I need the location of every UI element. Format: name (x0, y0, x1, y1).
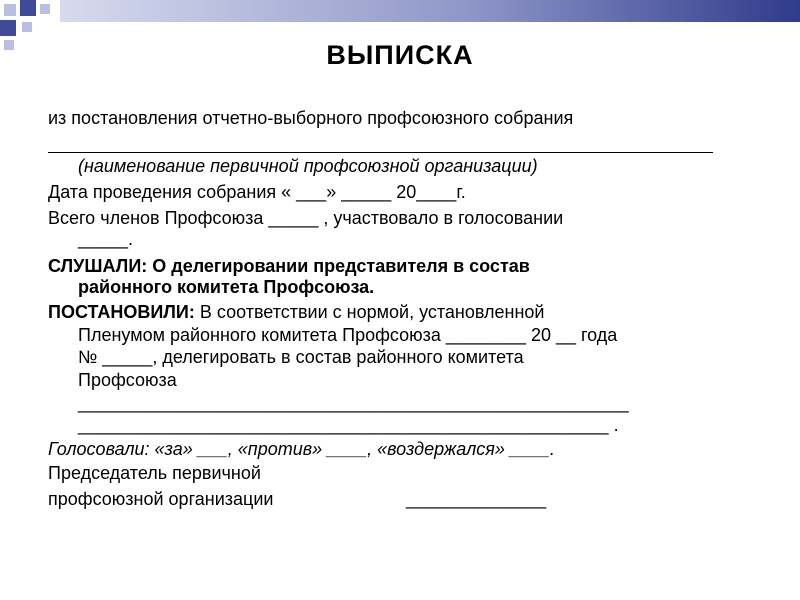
decided-text: В соответствии с нормой, установленной (194, 302, 545, 322)
members-line-cont: _____. (78, 229, 134, 249)
decided-blank-2: _____________________________________________________ . (78, 415, 619, 435)
heard-section (48, 255, 530, 277)
deco-square (20, 0, 36, 16)
decided-label: ПОСТАНОВИЛИ: (48, 302, 195, 322)
deco-square (0, 20, 16, 36)
decided-line-4: Профсоюза (78, 370, 177, 390)
vote-line: Голосовали: «за» ___, «против» ____, «воздержался» ____. (48, 439, 555, 459)
header-gradient-bar (60, 0, 800, 22)
decided-section (48, 301, 545, 323)
signature-line: ______________ (406, 489, 547, 509)
chair-line-1: Председатель первичной (48, 463, 261, 483)
deco-square (40, 4, 50, 14)
decided-blank-1: _______________________________________________________ (78, 393, 629, 413)
deco-square (22, 22, 32, 32)
heard-label: СЛУШАЛИ (48, 256, 142, 276)
subtitle: из постановления отчетно-выборного профсоюзного собрания (48, 108, 574, 128)
decided-line-2: Пленумом районного комитета Профсоюза ________ 20 __ года (78, 325, 618, 345)
document-title: ВЫПИСКА (326, 40, 474, 70)
org-name-hint: (наименование первичной профсоюзной организации) (78, 156, 538, 176)
heard-text-cont: районного комитета Профсоюза. (78, 277, 375, 297)
heard-text: : О делегировании представителя в состав (141, 256, 530, 276)
meeting-date-line: Дата проведения собрания « ___» _____ 20____г. (48, 182, 466, 202)
chair-line-2: профсоюзной организации (48, 489, 274, 509)
decided-line-3: № _____, делегировать в состав районного комитета (78, 347, 524, 367)
deco-square (4, 4, 16, 16)
members-line: Всего членов Профсоюза _____ , участвовало в голосовании (48, 208, 564, 228)
org-name-blank-line (48, 152, 713, 153)
